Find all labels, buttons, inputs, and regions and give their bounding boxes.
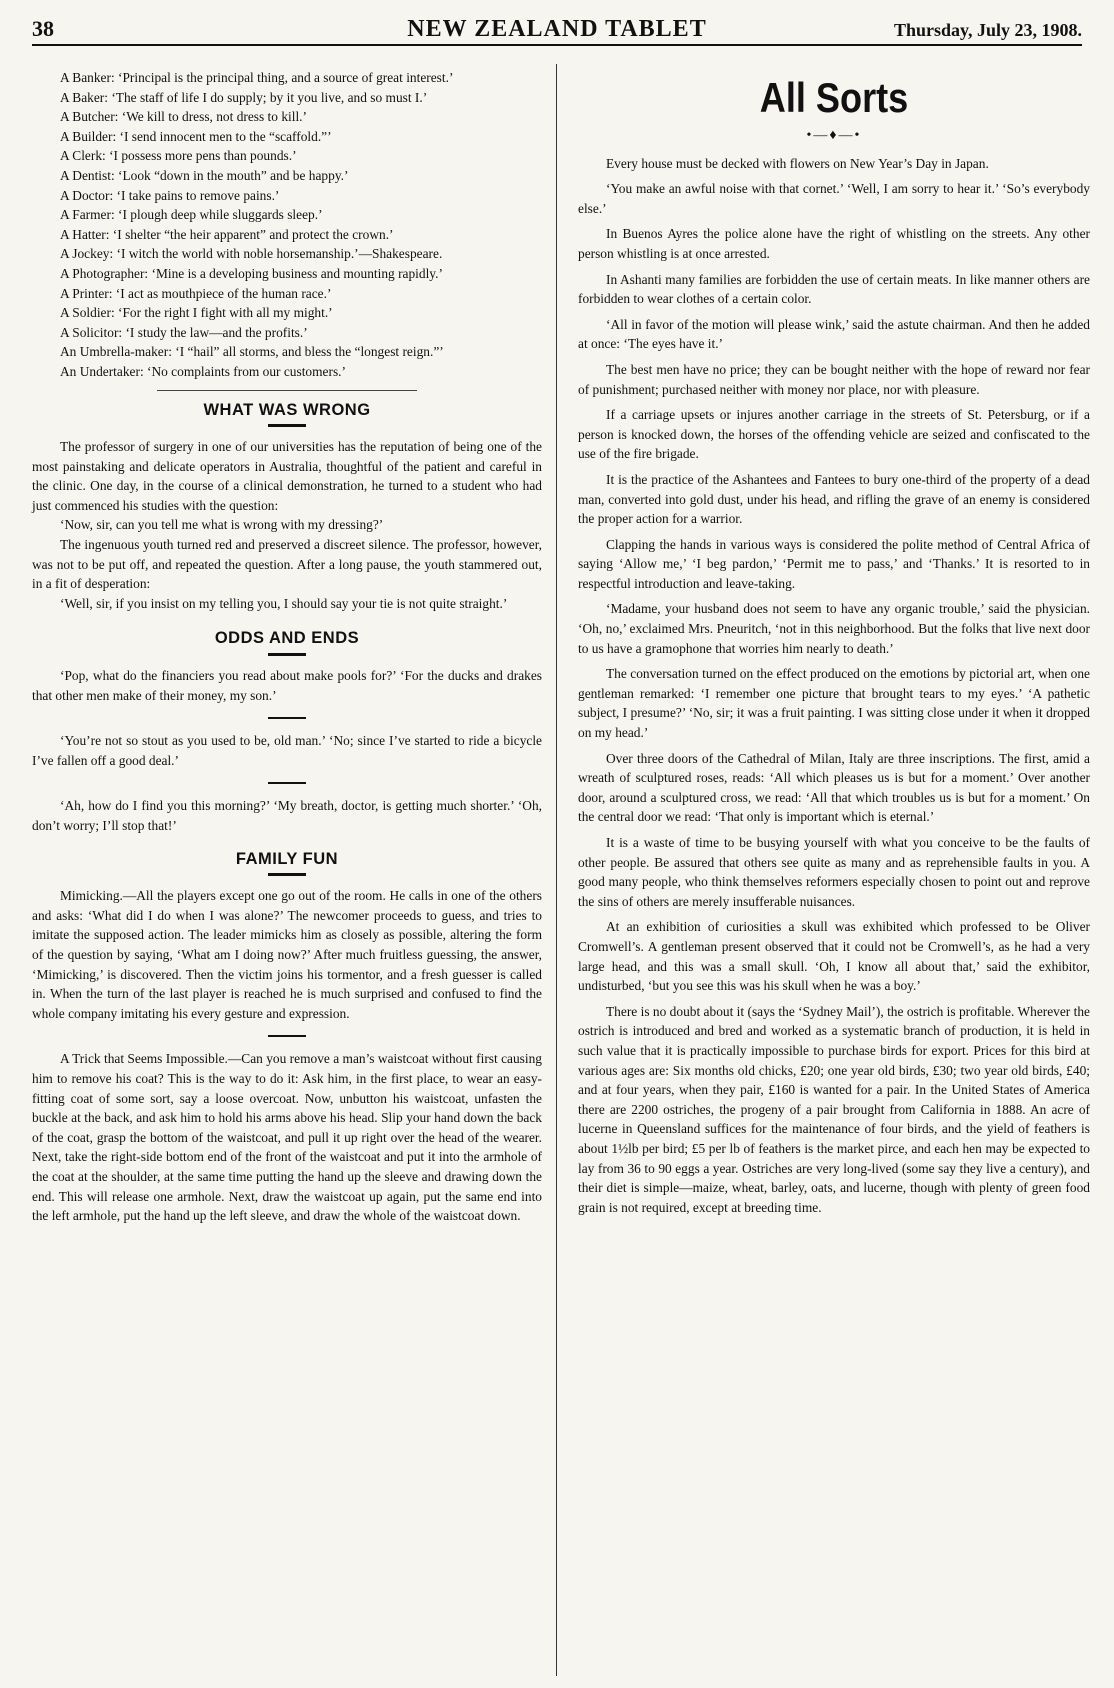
item-paragraph: It is a waste of time to be busying yourself with what you conceive to be the faults of other people. Be assured that others see quite as many and as reprehensible faults in you. A good many people, who think themselves reformers especially chosen to point out and reprove the sins of others are merely insufferable nuisances. <box>578 835 1090 909</box>
motto-item: A Printer: ‘I act as mouthpiece of the human race.’ <box>60 285 332 301</box>
motto-item: A Doctor: ‘I take pains to remove pains.’ <box>60 187 280 203</box>
item-paragraph: It is the practice of the Ashantees and Fantees to bury one-third of the property of a dead man, converted into gold dust, under his head, and rifling the grave of an enemy is considered the proper action for a warrior. <box>578 471 1090 527</box>
item-paragraph: There is no doubt about it (says the ‘Sydney Mail’), the ostrich is profitable. Wherever the ostrich is introduced and bred and worked as a systematic branch of production, it is held in such value that it is practically impossible to purchase birds for export. Prices for this bird at various ages are: Six months old chicks, £20; one year old birds, £30; two year old birds, £40; and at four years, when they pair, £160 is wanted for a pair. In the United States of America there are 2200 ostriches, the progeny of a pair brought from California in 1888. An acre of lucerne in Queensland suffices for the maintenance of four birds, and the yield of feathers is about 1½lb per bird; £5 per lb of feathers is the market pirce, and each hen may be expected to lay from 36 to 90 eggs a year. Ostriches are very long-lived (some say they live a century), and their diet is simple—maize, wheat, barley, oats, and lucerne, though with plenty of green food grain is not required, except at breeding time. <box>578 1003 1090 1215</box>
section-rule <box>157 390 417 391</box>
page-number: 38 <box>32 16 54 41</box>
trade-mottoes <box>32 68 542 382</box>
all-sorts-title: All Sorts <box>759 74 909 121</box>
item-paragraph: If a carriage upsets or injures another carriage in the streets of St. Petersburg, or if a person is knocked down, the horses of the offending vehicle are seized and confiscated to the use of the fire brigade. <box>578 407 1090 462</box>
item-paragraph: At an exhibition of curiosities a skull was exhibited which professed to be Oliver Cromwell’s. A gentleman present observed that it could not be Cromwell’s, as he had a very large head, and this was a small skull. ‘Oh, I know all about that,’ said the exhibitor, undisturbed, ‘but you see this was his skull when he was a boy.’ <box>578 919 1090 994</box>
joke-paragraph: ‘Ah, how do I find you this morning?’ ‘My breath, doctor, is getting much shorter.’ ‘Oh, don’t worry; I’ll stop that!’ <box>32 798 542 833</box>
article-paragraph: ‘Well, sir, if you insist on my telling you, I should say your tie is not quite straight.’ <box>60 595 508 611</box>
item-paragraph: The conversation turned on the effect produced on the emotions by pictorial art, when one gentleman remarked: ‘I remember one picture that brought tears to my eyes.’ ‘A pathetic subject, I presume?’ ‘No, sir; it was a fruit painting. I was sitting close under it when it dropped on my head.’ <box>578 666 1090 741</box>
motto-item: A Soldier: ‘For the right I fight with all my might.’ <box>60 305 333 321</box>
motto-item: A Photographer: ‘Mine is a developing business and mounting rapidly.’ <box>60 265 443 281</box>
motto-item: A Banker: ‘Principal is the principal thing, and a source of great interest.’ <box>60 70 454 85</box>
motto-item: A Jockey: ‘I witch the world with noble horsemanship.’—Shakespeare. <box>60 246 443 262</box>
heading-odds-and-ends: ODDS AND ENDS <box>214 629 360 648</box>
article-paragraph: ‘Now, sir, can you tell me what is wrong with my dressing?’ <box>60 517 384 533</box>
separator-rule <box>268 717 306 719</box>
item-paragraph: Every house must be decked with flowers on New Year’s Day in Japan. <box>606 155 989 171</box>
heading-rule <box>268 653 306 656</box>
publication-date: Thursday, July 23, 1908. <box>893 20 1082 40</box>
motto-item: A Solicitor: ‘I study the law—and the profits.’ <box>60 324 308 340</box>
left-column <box>32 68 542 1226</box>
ornament-rule: •—♦—• <box>806 128 862 143</box>
item-paragraph: Over three doors of the Cathedral of Milan, Italy are three inscriptions. The first, amid a wreath of sculptured roses, reads: ‘All which pleases us is but for a moment.’ Over another door, around a sculptured cross, we read: ‘All that which troubles us is but for a moment.’ On the central door we read: ‘That only is important which is eternal.’ <box>578 750 1090 825</box>
item-paragraph: ‘You make an awful noise with that cornet.’ ‘Well, I am sorry to hear it.’ ‘So’s everybody else.’ <box>578 181 1090 216</box>
item-paragraph: In Buenos Ayres the police alone have the right of whistling on the streets. Any other person whistling is at once arrested. <box>578 226 1090 261</box>
motto-item: A Clerk: ‘I possess more pens than pounds.’ <box>60 148 297 164</box>
motto-item: A Baker: ‘The staff of life I do supply; by it you live, and so must I.’ <box>60 89 428 105</box>
item-paragraph: Clapping the hands in various ways is considered the polite method of Central Africa of saying ‘Allow me,’ ‘I beg pardon,’ ‘Permit me to pass,’ and ‘Thanks.’ It is resorted to in respectful introduction and leave-taking. <box>578 536 1090 591</box>
game-paragraph: A Trick that Seems Impossible.—Can you remove a man’s waistcoat without first causing him to remove his coat? This is the way to do it: Ask him, in the first place, to wear an easy-fitting coat of some sort, say a loose overcoat. Now, unbutton his waistcoat, unfasten the buckle at the back, and ask him to hold his arms above his head. Slip your hand down the back of the coat, grasp the bottom of the waistcoat, and pull it up right over the head of the wearer. Next, take the right-side bottom end of the front of the waistcoat and put it into the armhole of the coat at the shoulder, at the same time putting the hand up the sleeve and drawing down the end. This will release one armhole. Next, draw the waistcoat up again, put the same end into the left armhole, put the hand up the left sleeve, and draw the whole of the waistcoat down. <box>32 1051 542 1224</box>
motto-item: A Hatter: ‘I shelter “the heir apparent” and protect the crown.’ <box>60 226 394 242</box>
newspaper-title: NEW ZEALAND TABLET <box>407 16 707 42</box>
motto-item: A Farmer: ‘I plough deep while sluggards sleep.’ <box>60 207 323 223</box>
motto-item: A Dentist: ‘Look “down in the mouth” and be happy.’ <box>60 167 349 183</box>
motto-item: A Builder: ‘I send innocent men to the “scaffold.”’ <box>60 128 332 144</box>
joke-paragraph: ‘You’re not so stout as you used to be, old man.’ ‘No; since I’ve started to ride a bicycle I’ve fallen off a good deal.’ <box>32 733 542 768</box>
motto-item: An Undertaker: ‘No complaints from our customers.’ <box>60 363 346 379</box>
heading-family-fun: FAMILY FUN <box>235 849 339 868</box>
separator-rule <box>268 1035 306 1037</box>
heading-what-was-wrong: WHAT WAS WRONG <box>203 400 371 419</box>
motto-item: An Umbrella-maker: ‘I “hail” all storms, and bless the “longest reign.”’ <box>60 344 444 360</box>
right-column <box>578 74 1090 1217</box>
item-paragraph: The best men have no price; they can be bought neither with the hope of reward nor fear of punishment; purchased neither with money nor place, nor with pleasure. <box>578 361 1090 397</box>
masthead <box>32 16 1082 46</box>
heading-rule <box>268 873 306 876</box>
article-paragraph: The ingenuous youth turned red and preserved a discreet silence. The professor, however, was not to be put off, and repeated the question. After a long pause, the youth stammered out, in a fit of desperation: <box>32 537 542 592</box>
column-divider <box>556 64 557 1676</box>
article-paragraph: The professor of surgery in one of our universities has the reputation of being one of the most painstaking and delicate operators in Australia, thoughtful of the patient and careful in the clinic. One day, in the course of a clinical demonstration, he turned to a student who had just commenced his studies with the question: <box>32 439 542 513</box>
heading-rule <box>268 424 306 427</box>
item-paragraph: In Ashanti many families are forbidden the use of certain meats. In like manner others are forbidden to wear clothes of a certain color. <box>578 271 1090 307</box>
item-paragraph: ‘All in favor of the motion will please wink,’ said the astute chairman. And then he added at once: ‘The eyes have it.’ <box>578 316 1090 352</box>
game-paragraph: Mimicking.—All the players except one go out of the room. He calls in one of the others and asks: ‘What did I do when I was alone?’ The newcomer proceeds to guess, and tries to imitate the supposed action. The leader mimicks him as closely as possible, altering the form of the question by saying, ‘What am I doing now?’ After much fruitless guessing, the answer, ‘Mimicking,’ is discovered. Then the victim joins his tormentor, and a fresh guesser is called in. When the turn of the last player is reached he is much surprised and confused to find the whole company imitating his every gesture and expression. <box>32 888 542 1021</box>
item-paragraph: ‘Madame, your husband does not seem to have any organic trouble,’ said the physician. ‘Oh, no,’ exclaimed Mrs. Pneuritch, ‘not in this neighborhood. But the folks that live next door to us have a gramophone that worries him nearly to death.’ <box>578 601 1090 656</box>
separator-rule <box>268 782 306 784</box>
joke-paragraph: ‘Pop, what do the financiers you read about make pools for?’ ‘For the ducks and drakes that other men make of their money, my son.’ <box>32 668 542 703</box>
motto-item: A Butcher: ‘We kill to dress, not dress to kill.’ <box>60 109 307 125</box>
